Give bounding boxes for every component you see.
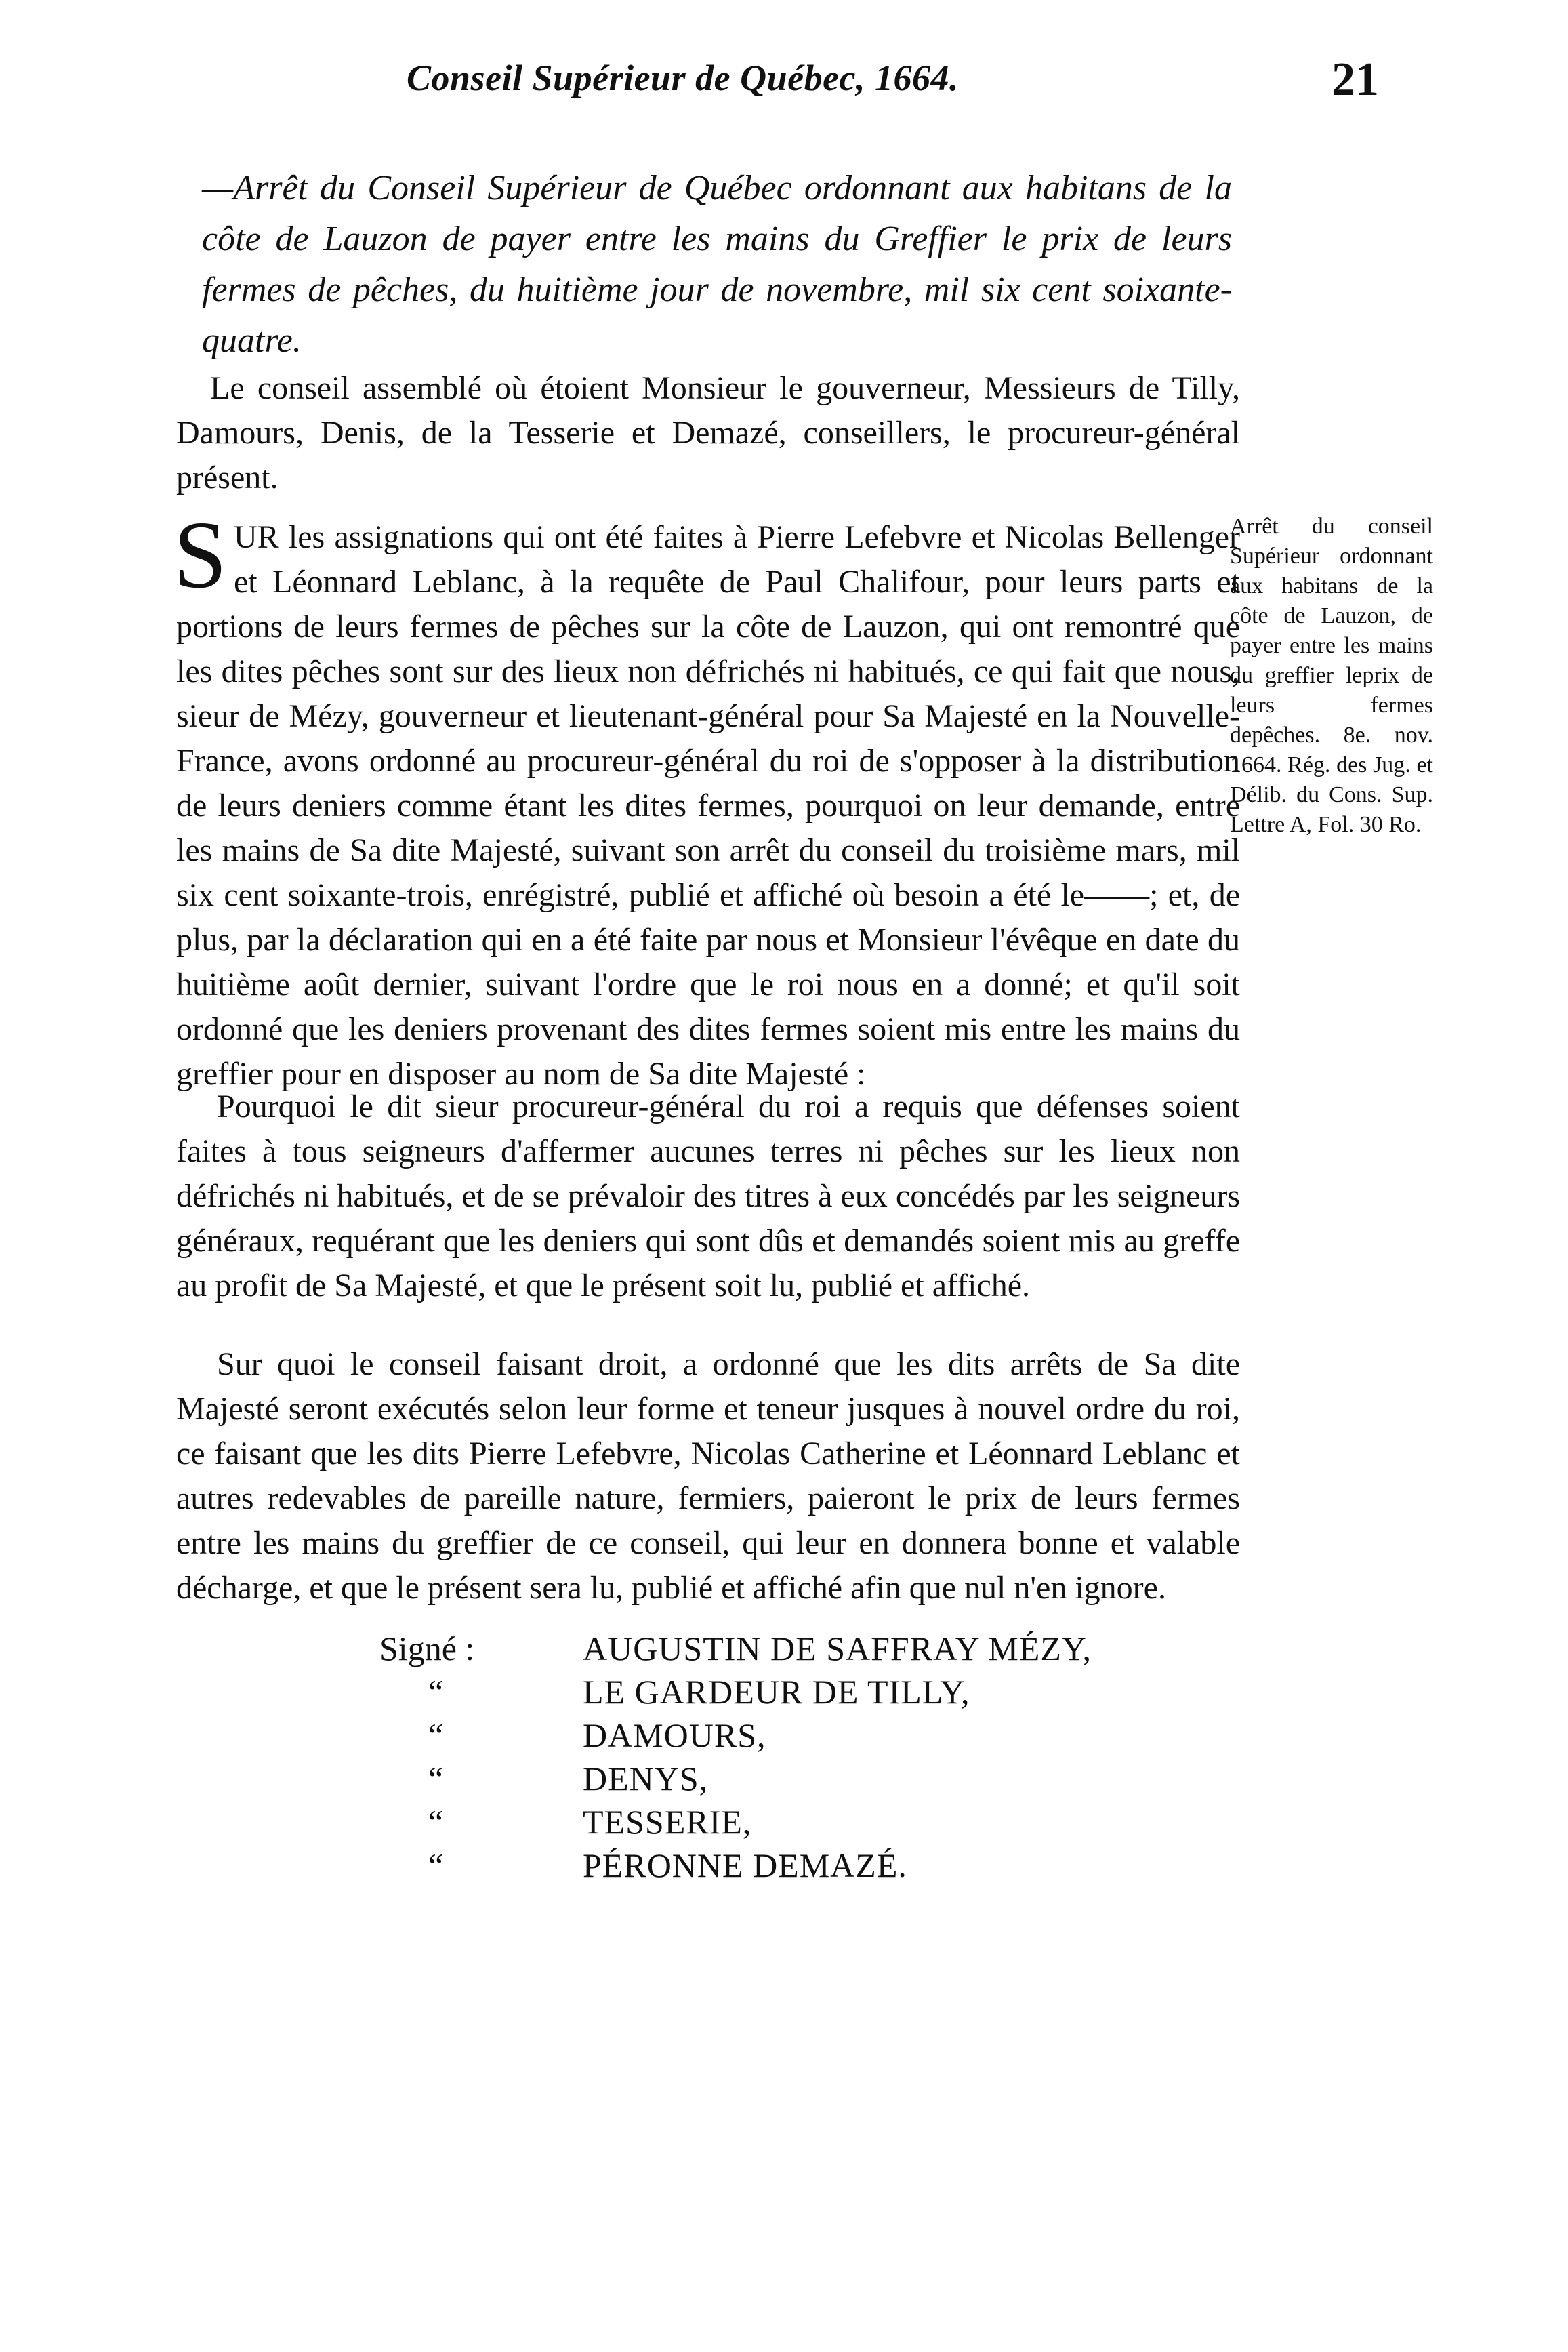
signature-row — [379, 1627, 1260, 1670]
assignments-paragraph — [173, 501, 1240, 1097]
signatory-name: TESSERIE, — [583, 1803, 752, 1841]
ditto-mark: “ — [428, 1846, 444, 1884]
signature-row — [379, 1757, 1260, 1800]
signature-row — [379, 1670, 1260, 1714]
request-paragraph: Pourquoi le dit sieur procureur-général du roi a requis que défenses soient faites à tous seigneurs d'affermer aucunes terres ni pêches sur les lieux non défrichés ni habitués, et de se prévaloir des titres à eux concédés par les seigneurs généraux, requérant que les deniers qui sont dûs et demandés soient mis au greffe au profit de Sa Majesté, et que le présent soit lu, publié et affiché. — [176, 1089, 1240, 1303]
signatory-name: DENYS, — [583, 1760, 709, 1798]
signature-row — [379, 1714, 1260, 1757]
drop-cap: S — [173, 501, 227, 608]
signatory-name: DAMOURS, — [583, 1716, 766, 1754]
assignments-text: UR les assignations qui ont été faites à Pierre Lefebvre et Nicolas Bellenger et Léonnard Leblanc, à la requête de Paul Chalifour, pour leurs parts et portions de leurs fermes de pêches sur la côte de Lauzon, qui ont remontré que les dites pêches sont sur des lieux non défrichés ni habitués, ce qui fait que nous, sieur de Mézy, gouverneur et lieutenant-général pour Sa Majesté en la Nouvelle-France, avons ordonné au procureur-général du roi de s'opposer à la distribution de leurs deniers comme étant les dites fermes, pourquoi on leur demande, entre les mains de Sa dite Majesté, suivant son arrêt du conseil du troisième mars, mil six cent soixante-trois, enrégistré, publié et affiché où besoin a été le——; et, de plus, par la déclaration qui en a été faite par nous et Monsieur l'évêque en date du huitième août dernier, suivant l'ordre que le roi nous en a donné; et qu'il soit ordonné que les deniers provenant des dites fermes soient mis entre les mains du greffier pour en disposer au nom de Sa dite Majesté : — [176, 519, 1240, 1092]
signature-row — [379, 1844, 1260, 1887]
running-title: Conseil Supérieur de Québec, 1664. — [407, 58, 960, 98]
ditto-mark: “ — [428, 1760, 444, 1798]
signatory-name: AUGUSTIN DE SAFFRAY MÉZY, — [583, 1629, 1092, 1667]
decree-title: —Arrêt du Conseil Supérieur de Québec ordonnant aux habitans de la côte de Lauzon de payer entre les mains du Greffier le prix de leurs fermes de pêches, du huitième jour de novembre, mil six cent soixante-quatre. — [202, 169, 1232, 360]
signatory-name: LE GARDEUR DE TILLY, — [583, 1673, 970, 1711]
signatory-name: PÉRONNE DEMAZÉ. — [583, 1846, 907, 1884]
signed-label: Signé : — [379, 1629, 475, 1667]
page-header — [0, 54, 1568, 118]
ditto-mark: “ — [428, 1803, 444, 1841]
assembly-paragraph: Le conseil assemblé où étoient Monsieur le gouverneur, Messieurs de Tilly, Damours, Denis, de la Tesserie et Demazé, conseillers, le procureur-général présent. — [176, 370, 1240, 495]
signature-block — [379, 1627, 1260, 1887]
margin-note: Arrêt du conseil Supérieur ordonnant aux habitans de la côte de Lauzon, de payer entre les mains du greffier leprix de leurs fermes depêches. 8e. nov. 1664. Rég. des Jug. et Délib. du Cons. Sup. Lettre A, Fol. 30 Ro. — [1230, 514, 1433, 837]
ruling-paragraph: Sur quoi le conseil faisant droit, a ordonné que les dits arrêts de Sa dite Majesté seront exécutés selon leur forme et teneur jusques à nouvel ordre du roi, ce faisant que les dits Pierre Lefebvre, Nicolas Catherine et Léonnard Leblanc et autres redevables de pareille nature, fermiers, paieront le prix de leurs fermes entre les mains du greffier de ce conseil, qui leur en donnera bonne et valable décharge, et que le présent sera lu, publié et affiché afin que nul n'en ignore. — [176, 1346, 1240, 1606]
page-number: 21 — [1332, 54, 1379, 106]
ditto-mark: “ — [428, 1716, 444, 1754]
signature-row — [379, 1800, 1260, 1844]
ditto-mark: “ — [428, 1673, 444, 1711]
